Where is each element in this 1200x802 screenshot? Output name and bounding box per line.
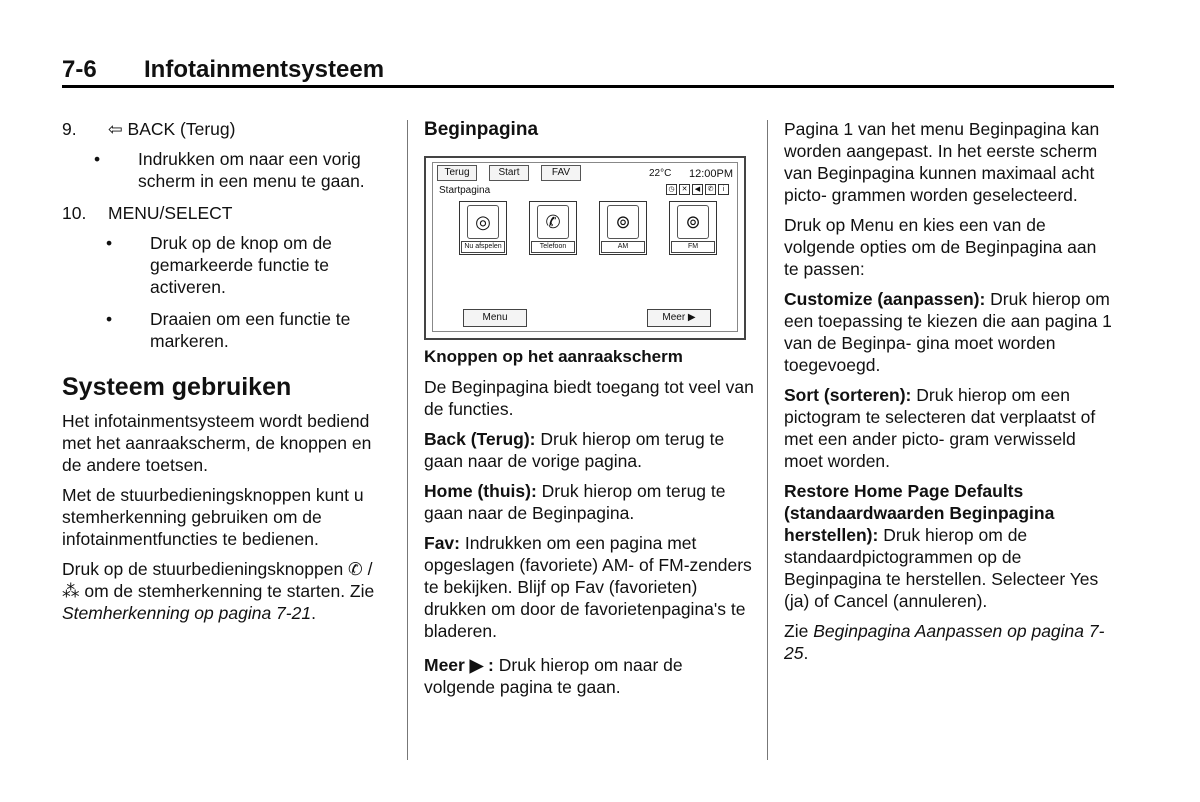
page-label: Startpagina	[439, 185, 491, 196]
clock: 12:00PM	[689, 168, 734, 180]
bullet-icon: •	[106, 309, 113, 329]
bullet-icon: •	[106, 233, 113, 253]
text-span: Zie	[784, 621, 809, 641]
paragraph	[784, 384, 1114, 472]
status-icons	[666, 184, 729, 195]
tile-am	[599, 201, 647, 255]
column-1	[62, 118, 392, 632]
bullet-icon: •	[94, 149, 101, 169]
term-text: Druk hierop om de standaardpictogrammen op de Beginpagina te herstellen. Selecteer Yes (ja) of Cancel (annuleren).	[784, 525, 1099, 611]
bullet-item	[62, 232, 392, 298]
term-label: Restore Home Page Defaults (standaardwaarden Beginpagina herstellen):	[784, 481, 1055, 545]
paragraph	[62, 558, 392, 624]
term-text: Druk hierop om een toepassing te kiezen die aan pagina 1 van de Beginpa- gina moet worden toegevoegd.	[784, 289, 1112, 375]
text-span: .	[311, 603, 316, 623]
phone-voice-icon: ✆ / ⁂	[62, 559, 373, 601]
tile-label: Telefoon	[531, 241, 575, 253]
page-header	[62, 54, 1114, 88]
list-item-9	[62, 118, 392, 140]
text-span: om de stemherkenning te starten. Zie	[84, 581, 375, 601]
antenna-icon: ⊚	[677, 205, 709, 239]
more-button: Meer ▶	[647, 309, 711, 327]
screen-frame	[432, 162, 738, 332]
column-2	[424, 118, 754, 706]
term-text: Druk hierop om een pictogram te selecteren dat verplaatst of met een ander picto- gram verwisseld moet worden.	[784, 385, 1096, 471]
section-heading: Beginpagina	[424, 119, 539, 140]
cross-reference: Beginpagina Aanpassen op pagina 7-25	[784, 621, 1105, 663]
item-number: 9.	[62, 119, 77, 139]
paragraph	[784, 620, 1114, 664]
column-3	[784, 118, 1114, 672]
term-label: Home (thuis):	[424, 481, 537, 501]
paragraph: De Beginpagina biedt toegang tot veel van de functies.	[424, 377, 754, 419]
tile-fm	[669, 201, 717, 255]
cross-reference: Stemherkenning op pagina 7-21	[62, 603, 312, 623]
paragraph	[424, 428, 754, 472]
speaker-icon: ◀	[692, 184, 703, 195]
tile-label: AM	[601, 241, 645, 253]
section-heading: Systeem gebruiken	[62, 373, 292, 401]
tile-phone	[529, 201, 577, 255]
paragraph: Het infotainmentsysteem wordt bediend met het aanraakscherm, de knoppen en de andere toetsen.	[62, 411, 372, 475]
tile-now-playing	[459, 201, 507, 255]
tile-label: Nu afspelen	[461, 241, 505, 253]
text-span: Druk op de stuurbedieningsknoppen	[62, 559, 344, 579]
phone-icon: ✆	[705, 184, 716, 195]
start-button: Start	[489, 165, 529, 181]
bullet-text: Indrukken om naar een vorig scherm in een menu te gaan.	[138, 149, 365, 191]
temperature: 22°C	[649, 168, 672, 179]
term-text: Druk hierop om terug te gaan naar de vorige pagina.	[424, 429, 725, 471]
paragraph	[424, 480, 754, 524]
touchscreen-figure	[424, 156, 746, 340]
term-label: Fav:	[424, 533, 460, 553]
figure-caption: Knoppen op het aanraakscherm	[424, 347, 683, 366]
page-number: 7-6	[62, 56, 97, 83]
disc-icon: ◎	[467, 205, 499, 239]
column-divider	[767, 120, 768, 760]
term-label: Meer ▶ :	[424, 655, 494, 675]
bullet-text: Draaien om een functie te markeren.	[150, 309, 351, 351]
term-label: Customize (aanpassen):	[784, 289, 986, 309]
paragraph: Pagina 1 van het menu Beginpagina kan worden aangepast. In het eerste scherm van Beginpagina kunnen maximaal acht picto- grammen worden geselecteerd.	[784, 119, 1100, 205]
fav-button: FAV	[541, 165, 581, 181]
term-text: Druk hierop om terug te gaan naar de Beginpagina.	[424, 481, 726, 523]
info-icon: i	[718, 184, 729, 195]
bullet-item	[62, 308, 392, 352]
item-number: 10.	[62, 203, 87, 223]
item-text: MENU/SELECT	[108, 203, 233, 223]
antenna-icon: ⊚	[607, 205, 639, 239]
bullet-text: Druk op de knop om de gemarkeerde functie te activeren.	[150, 233, 332, 297]
paragraph: Met de stuurbedieningsknoppen kunt u stemherkenning gebruiken om de infotainmentfuncties te bedienen.	[62, 485, 364, 549]
paragraph	[424, 654, 754, 698]
paragraph	[424, 532, 754, 642]
item-text: ⇦ BACK (Terug)	[108, 119, 236, 139]
term-text: Druk hierop om naar de volgende pagina te gaan.	[424, 655, 683, 697]
term-text: Indrukken om een pagina met opgeslagen (favoriete) AM- of FM-zenders te bekijken. Blijf op Fav (favorieten) drukken om door de favorietenpagina's te bladeren.	[424, 533, 752, 641]
tile-label: FM	[671, 241, 715, 253]
paragraph	[784, 480, 1114, 612]
paragraph	[784, 288, 1114, 376]
text-span: .	[803, 643, 809, 663]
phone-icon: ✆	[537, 205, 569, 239]
list-item-10	[62, 202, 392, 224]
column-divider	[407, 120, 408, 760]
paragraph: Druk op Menu en kies een van de volgende opties om de Beginpagina aan te passen:	[784, 215, 1097, 279]
nav-icon: ◷	[666, 184, 677, 195]
term-label: Sort (sorteren):	[784, 385, 912, 405]
chapter-title: Infotainmentsysteem	[144, 56, 385, 83]
mute-icon: ✕	[679, 184, 690, 195]
term-label: Back (Terug):	[424, 429, 536, 449]
bullet-item	[62, 148, 392, 192]
menu-button: Menu	[463, 309, 527, 327]
back-button: Terug	[437, 165, 477, 181]
